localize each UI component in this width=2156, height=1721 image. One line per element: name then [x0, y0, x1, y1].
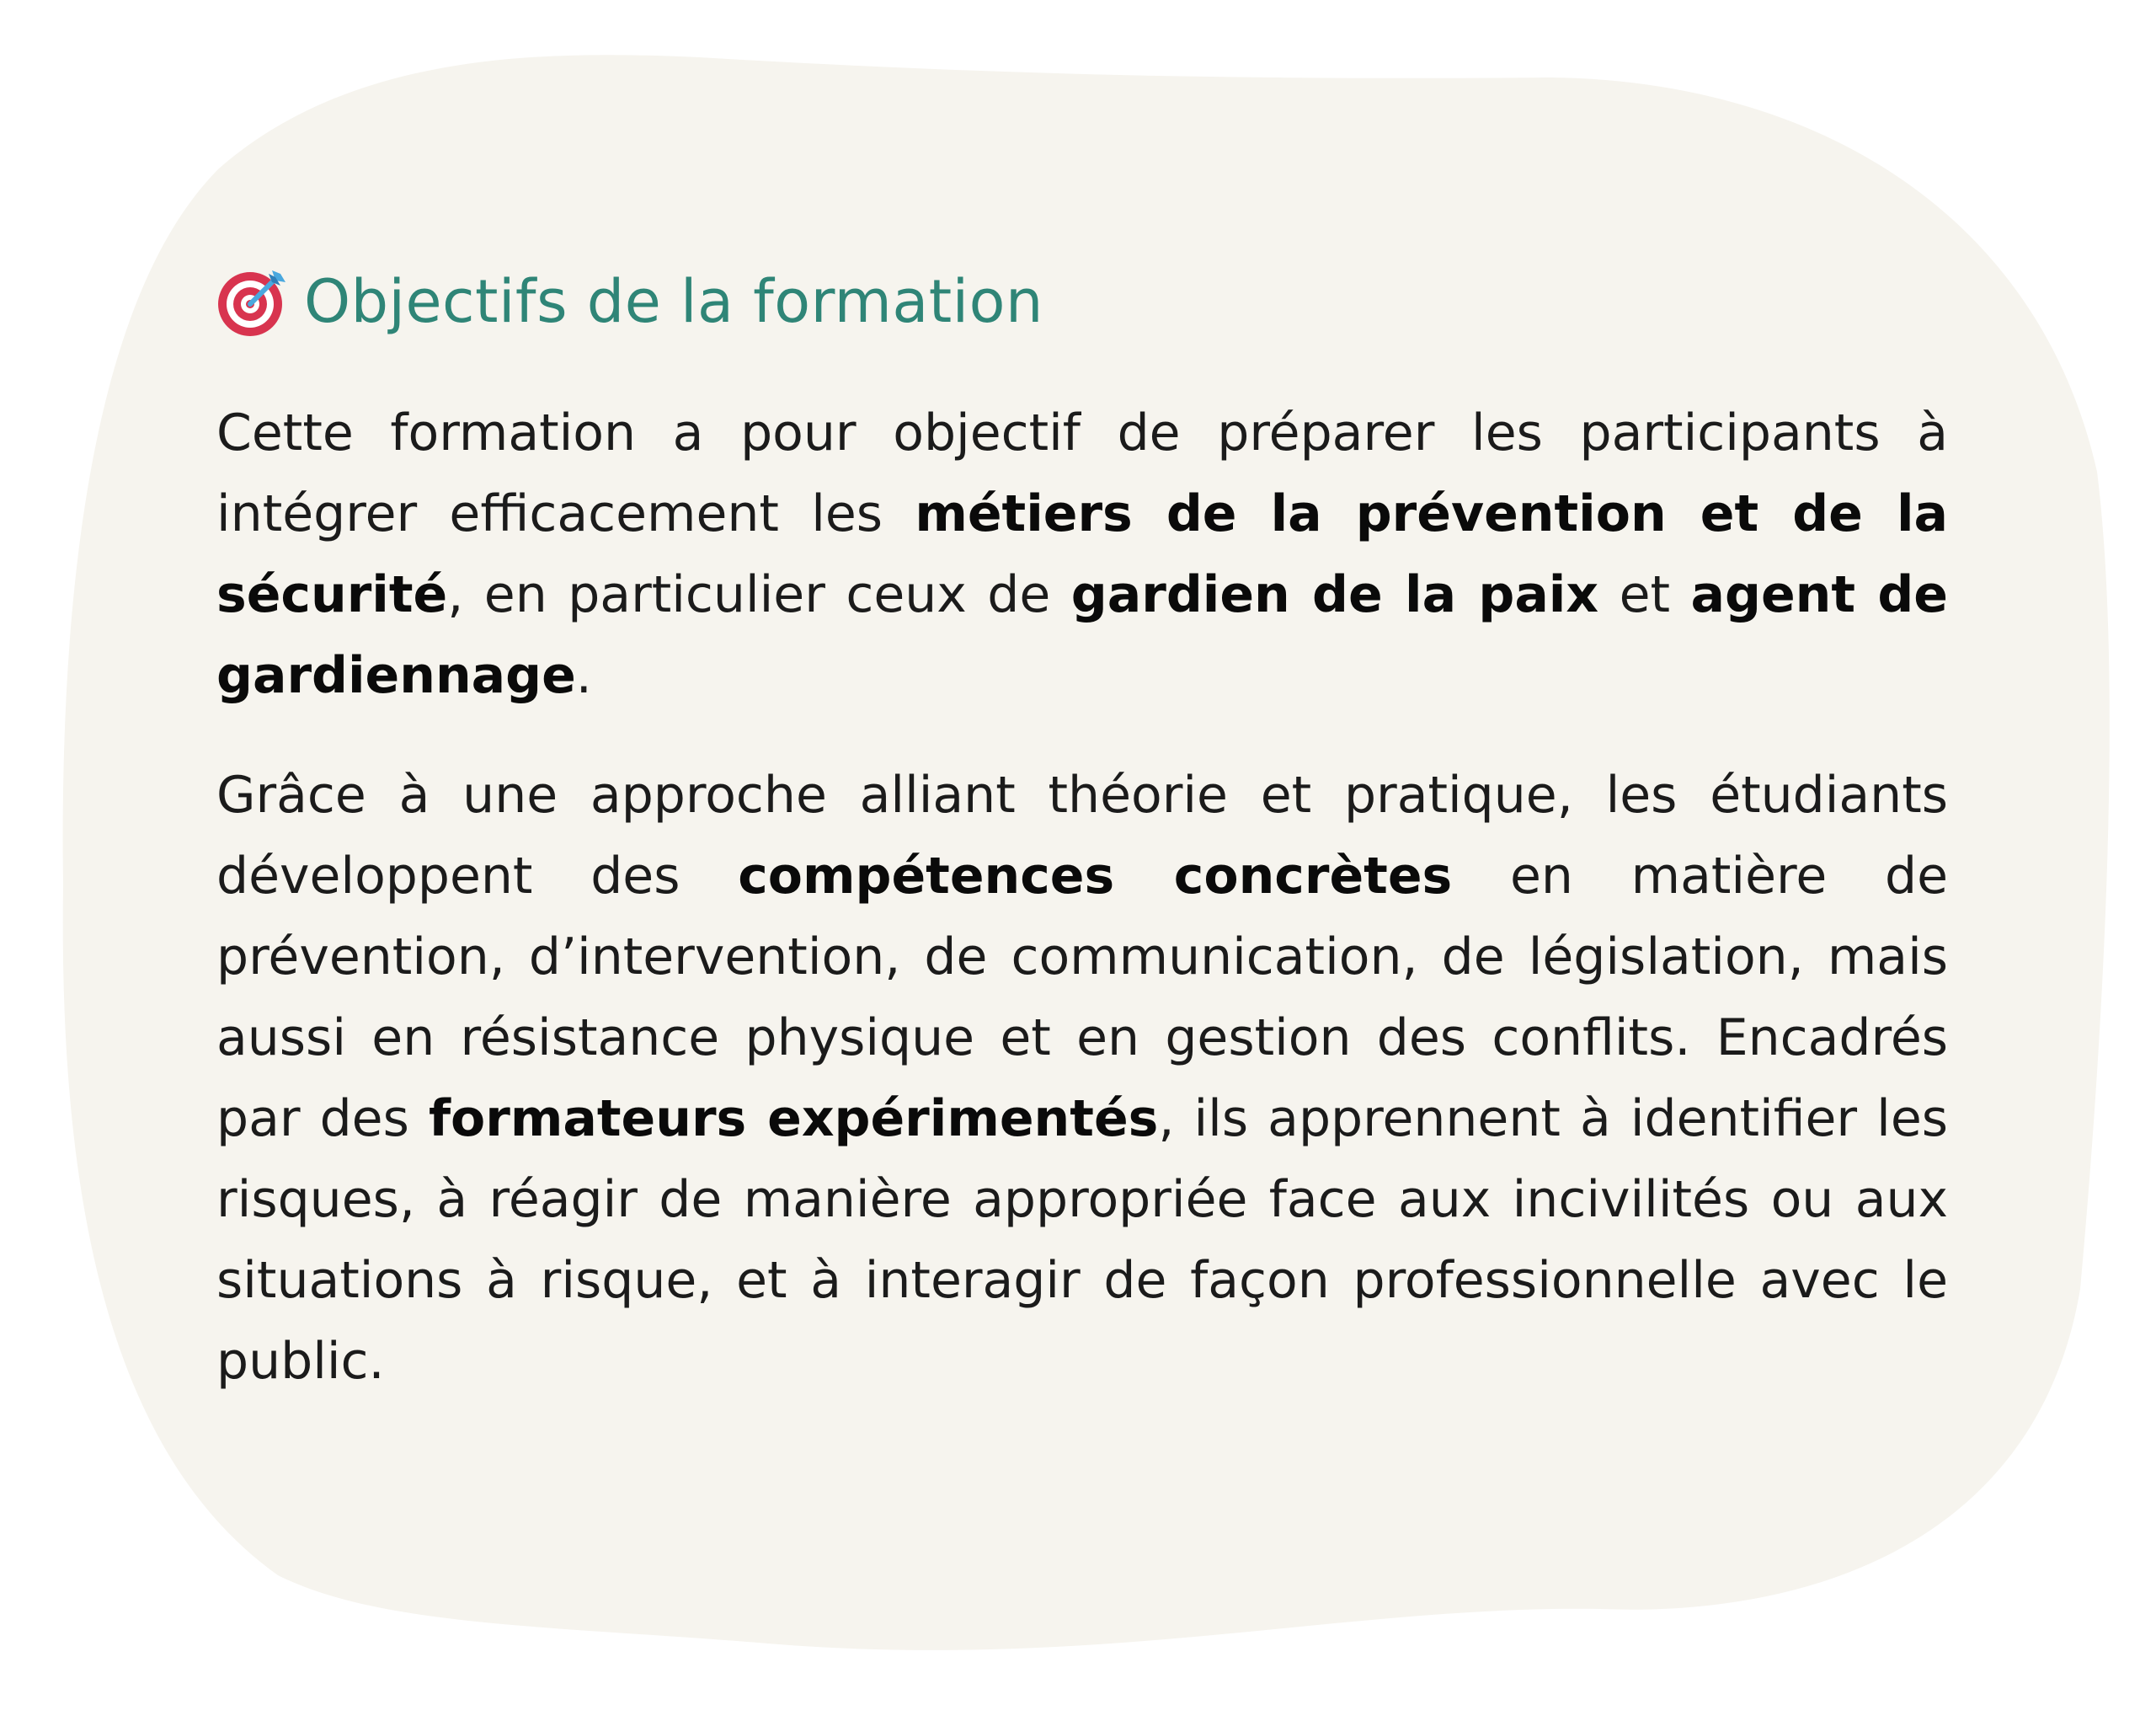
bold-text: formateurs expérimentés — [428, 1089, 1159, 1148]
bold-text: agent de gardiennage — [216, 565, 1948, 705]
text-span: en matière de prévention, d’intervention, de communication, de législation, mais aussi en résistance physique et en gestion des conflits. Encadrés par des — [216, 847, 1949, 1148]
bold-text: métiers de la prévention et de la sécurité — [216, 484, 1948, 624]
text-span: . — [575, 646, 592, 705]
text-span: , en particulier ceux de — [447, 565, 1071, 624]
bold-text: compétences concrètes — [738, 847, 1453, 906]
target-dart-icon — [216, 265, 289, 338]
text-span: Grâce à une approche alliant théorie et pratique, les étudiants développent des — [216, 766, 1948, 906]
paragraph-approach — [216, 755, 1948, 1402]
section-title: Objectifs de la formation — [304, 267, 1043, 336]
paragraph-intro — [216, 393, 1948, 716]
text-span: Cette formation a pour objectif de préparer les participants à intégrer efficacement les — [216, 404, 1948, 543]
section-heading — [216, 259, 1948, 344]
text-span: et — [1598, 565, 1691, 624]
text-span: , ils apprennent à identifier les risques, à réagir de manière appropriée face aux incivilités ou aux situations à risque, et à interagir de façon professionnelle avec le public. — [216, 1089, 1948, 1391]
objectives-section — [216, 259, 1948, 1402]
bold-text: gardien de la paix — [1070, 565, 1599, 624]
